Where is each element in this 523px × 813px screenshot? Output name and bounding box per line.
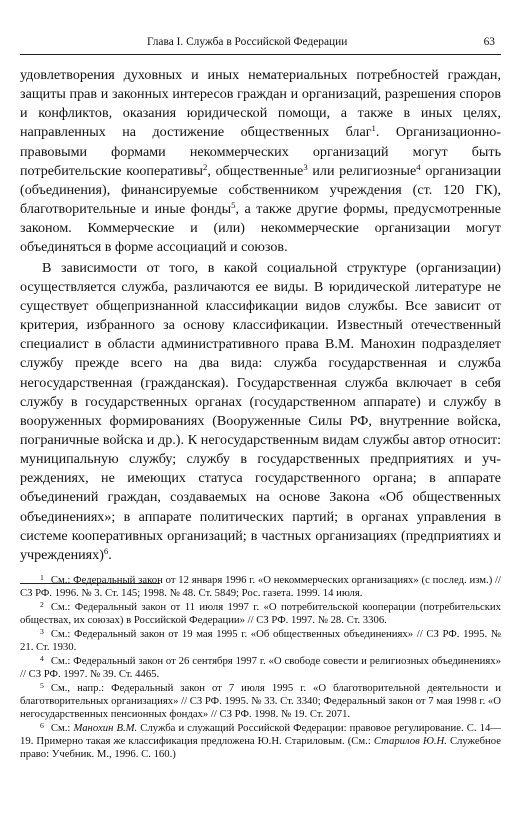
page-number: 63 [483,36,495,48]
text-run: или религиозные [307,162,417,179]
footnote-ref-4[interactable]: 4 [416,161,421,172]
footnote-2: 2 См.: Федеральный закон от 11 июля 1997 г. «О потребительской кооперации (потребительских обществах, их союзах) в Российской Федерации» // СЗ РФ. 1997. № 28. Ст. 3306. [20,599,501,626]
footnote-ref-2[interactable]: 2 [203,161,208,172]
cited-author: Манохин В.М. [73,722,138,734]
chapter-title: Глава I. Служба в Российской Федерации [147,36,348,48]
footnote-text: См.: Федеральный закон от 26 сентября 1997 г. «О свободе совести и религиозных объединениях» // СЗ РФ. 1997. № 39. Ст. 4465. [20,655,501,680]
footnote-ref-6[interactable]: 6 [103,546,109,557]
paragraph-1 [20,66,501,258]
footnote-text: См., напр.: Федеральный закон от 7 июля 1995 г. «О благотворительной деятельности и благотворительных организациях» // СЗ РФ. 1995. № 33. Ст. 3340; Федеральный закон от 7 мая 1998 г. «О негосударственных пенсионных фондах» // СЗ РФ. 1998. № 19. Ст. 2071. [20,682,501,720]
text-run: , а также другие формы, предусмотренные законом. Коммерческие и (или) некоммерческие организации могут объединяться в форме ассоциаций и союзов. [20,201,502,256]
main-text [20,66,501,565]
text-run: удовлетворения духовных и иных нематериальных потребностей граждан, защиты прав и законных интересов граждан и организаций, разрешения споров и конфликтов, оказания юридической помощи, а также в иных целях, направленных на достижение общественных благ [20,67,501,141]
footnote-ref-5[interactable]: 5 [231,200,236,211]
cited-author: Старилов Ю.Н. [373,735,447,747]
footnote-ref-1[interactable]: 1 [371,123,376,134]
footnote-ref-3[interactable]: 3 [303,161,308,172]
text-run: организации (объединения), финансируемые собственником учреждения (ст. 120 ГК), благотворительные и иные фонды [20,162,501,218]
footnote-5: 5 См., напр.: Федеральный закон от 7 июля 1995 г. «О благотворительной деятельности и благотворительных организациях» // СЗ РФ. 1995. № 33. Ст. 3340; Федеральный закон от 7 мая 1998 г. «О негосударственных пенсионных фондах» // СЗ РФ. 1998. № 19. Ст. 2071. [20,680,501,720]
footnote-4: 4 См.: Федеральный закон от 26 сентября 1997 г. «О свободе совести и религиозных объединениях» // СЗ РФ. 1997. № 39. Ст. 4465. [20,653,501,680]
text-run: , общественные [207,162,304,179]
footnote-text: См.: Федеральный закон от 19 мая 1995 г. «Об общественных объединениях» // СЗ РФ. 1995. № 21. Ст. 1930. [20,628,501,653]
paragraph-2 [20,259,501,566]
footnote-text: Служба и служащий Российской Федерации: правовое регулирование. С. 14—19. Примерно такая же классификация предложена Ю.Н. Стариловым. (См.: [20,722,501,747]
footnote-6: 6 См.: Манохин В.М. Служба и служащий Российской Федерации: правовое регулирование. С. 14—19. Примерно такая же классификация предложена Ю.Н. Стариловым. (См.: Старилов Ю.Н. Служебное право: Учебник. М., 1996. С. 160.) [20,720,501,760]
footnote-1: 1 См.: Федеральный закон от 12 января 1996 г. «О некоммерческих организациях» (с послед. изм.) // СЗ РФ. 1996. № 3. Ст. 145; 1998. № 48. Ст. 5849; Рос. газета. 1999. 14 июля. [20,572,501,599]
footnote-text: См.: Федеральный закон от 11 июля 1997 г. «О потребительской кооперации (потребительских обществах, их союзах) в Российской Федерации» // СЗ РФ. 1997. № 28. Ст. 3306. [20,601,501,626]
footnote-text: См.: [50,722,74,734]
text-run: В зависимости от того, в какой социальной структуре (организации) осуществляется служба, различаются ее виды. В юридической литературе не существует общепризнанной классификации видов службы. Все зависит от критерия, избранного за основу классификации. Известный отечественный специалист в области административного права В.М. Манохин подразделяет службу прежде всего на два вида: служба государственная и служба негосударственная (гражданская). Государственная служба включает в себя службу в государственных органах (государственном аппарате) и службу в вооруженных формированиях (Вооруженные Силы РФ, внутренние войска, пограничные войска и др.). К негосударственным видам службы автор относит: муниципальную службу; службу в государственных предприятиях и учреждениях, не имеющих статуса государственного органа; в аппарате объединений граждан, создаваемых на основе Закона «Об общественных объединениях»; в аппарате политических партий; в органах управления в системе кооперативных организаций; в частных организациях (предприятиях и учреждениях) [20,259,501,563]
footnote-text: Служебное право: Учебник. М., 1996. С. 160.) [20,735,501,760]
footnote-3: 3 См.: Федеральный закон от 19 мая 1995 г. «Об общественных объединениях» // СЗ РФ. 1995. № 21. Ст. 1930. [20,626,501,653]
text-run: . [108,546,112,563]
text-run: . Организационно-правовыми формами некоммерческих организаций могут быть потребительские кооперативы [20,124,501,179]
running-header [20,34,501,55]
footnotes [20,574,501,761]
footnote-text: См.: Федеральный закон от 12 января 1996 г. «О некоммерческих организациях» (с послед. изм.) // СЗ РФ. 1996. № 3. Ст. 145; 1998. № 48. Ст. 5849; Рос. газета. 1999. 14 июля. [20,574,501,599]
